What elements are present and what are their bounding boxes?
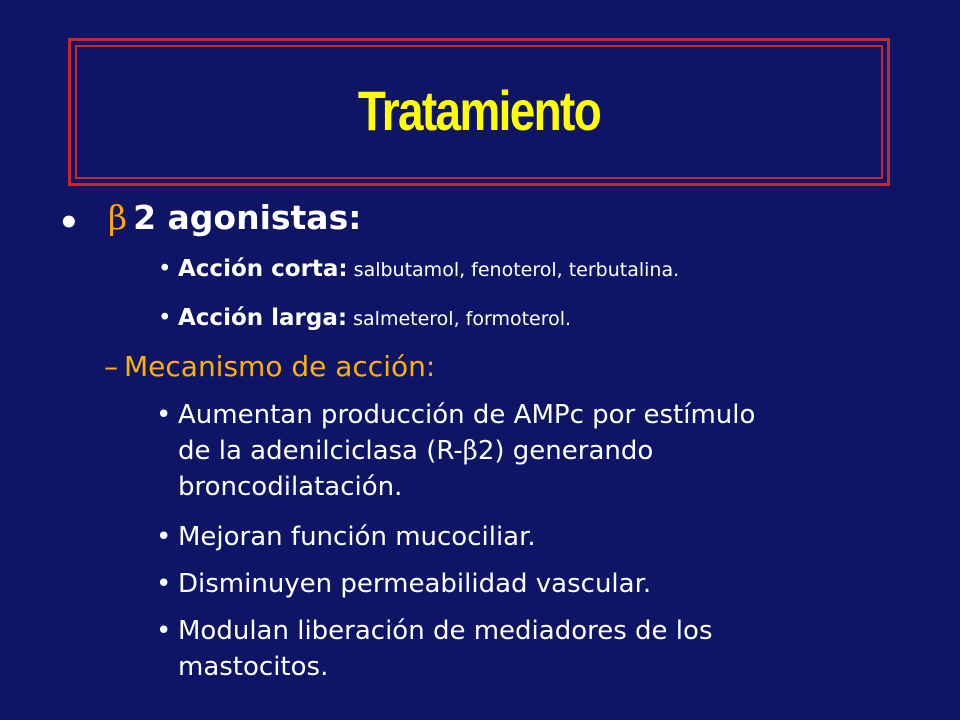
line bbox=[178, 433, 755, 469]
mechanism-item-mastocytes bbox=[156, 613, 713, 685]
section-title: Mecanismo de acción: bbox=[124, 350, 436, 383]
heading-beta2-agonists bbox=[108, 198, 361, 237]
mechanism-item-mucociliary bbox=[156, 519, 536, 555]
sub-item-detail: salmeterol, formoterol. bbox=[347, 308, 572, 330]
sub-item-detail: salbutamol, fenoterol, terbutalina. bbox=[347, 259, 680, 281]
bullet: • bbox=[156, 569, 172, 599]
heading-text: 2 agonistas: bbox=[133, 198, 362, 237]
sub-item-label: Acción corta: bbox=[178, 256, 348, 282]
slide-title: Tratamiento bbox=[357, 79, 601, 142]
title-frame bbox=[68, 38, 890, 186]
mechanism-item-ampc bbox=[156, 397, 756, 505]
beta-symbol: β bbox=[462, 436, 478, 466]
beta-symbol: β bbox=[108, 198, 128, 237]
main-bullet: • bbox=[58, 203, 80, 243]
bullet: • bbox=[158, 256, 172, 282]
mechanism-item-permeability bbox=[156, 566, 652, 602]
sub-item-short-acting bbox=[158, 256, 680, 282]
line: broncodilatación. bbox=[178, 472, 403, 502]
line-part: 2) generando bbox=[477, 436, 654, 466]
line: Disminuyen permeabilidad vascular. bbox=[178, 569, 652, 599]
line-part: de la adenilciclasa (R- bbox=[178, 436, 463, 466]
line: Aumentan producción de AMPc por estímulo bbox=[178, 400, 756, 430]
line: Mejoran función mucociliar. bbox=[178, 522, 536, 552]
sub-item-label: Acción larga: bbox=[178, 305, 348, 331]
section-mechanism bbox=[104, 350, 435, 383]
bullet: • bbox=[156, 616, 172, 646]
bullet: • bbox=[156, 400, 172, 430]
bullet: • bbox=[156, 522, 172, 552]
bullet: • bbox=[158, 305, 172, 331]
dash-marker: – bbox=[104, 350, 118, 383]
line: Modulan liberación de mediadores de los bbox=[178, 616, 713, 646]
sub-item-long-acting bbox=[158, 305, 572, 331]
line: mastocitos. bbox=[178, 652, 329, 682]
